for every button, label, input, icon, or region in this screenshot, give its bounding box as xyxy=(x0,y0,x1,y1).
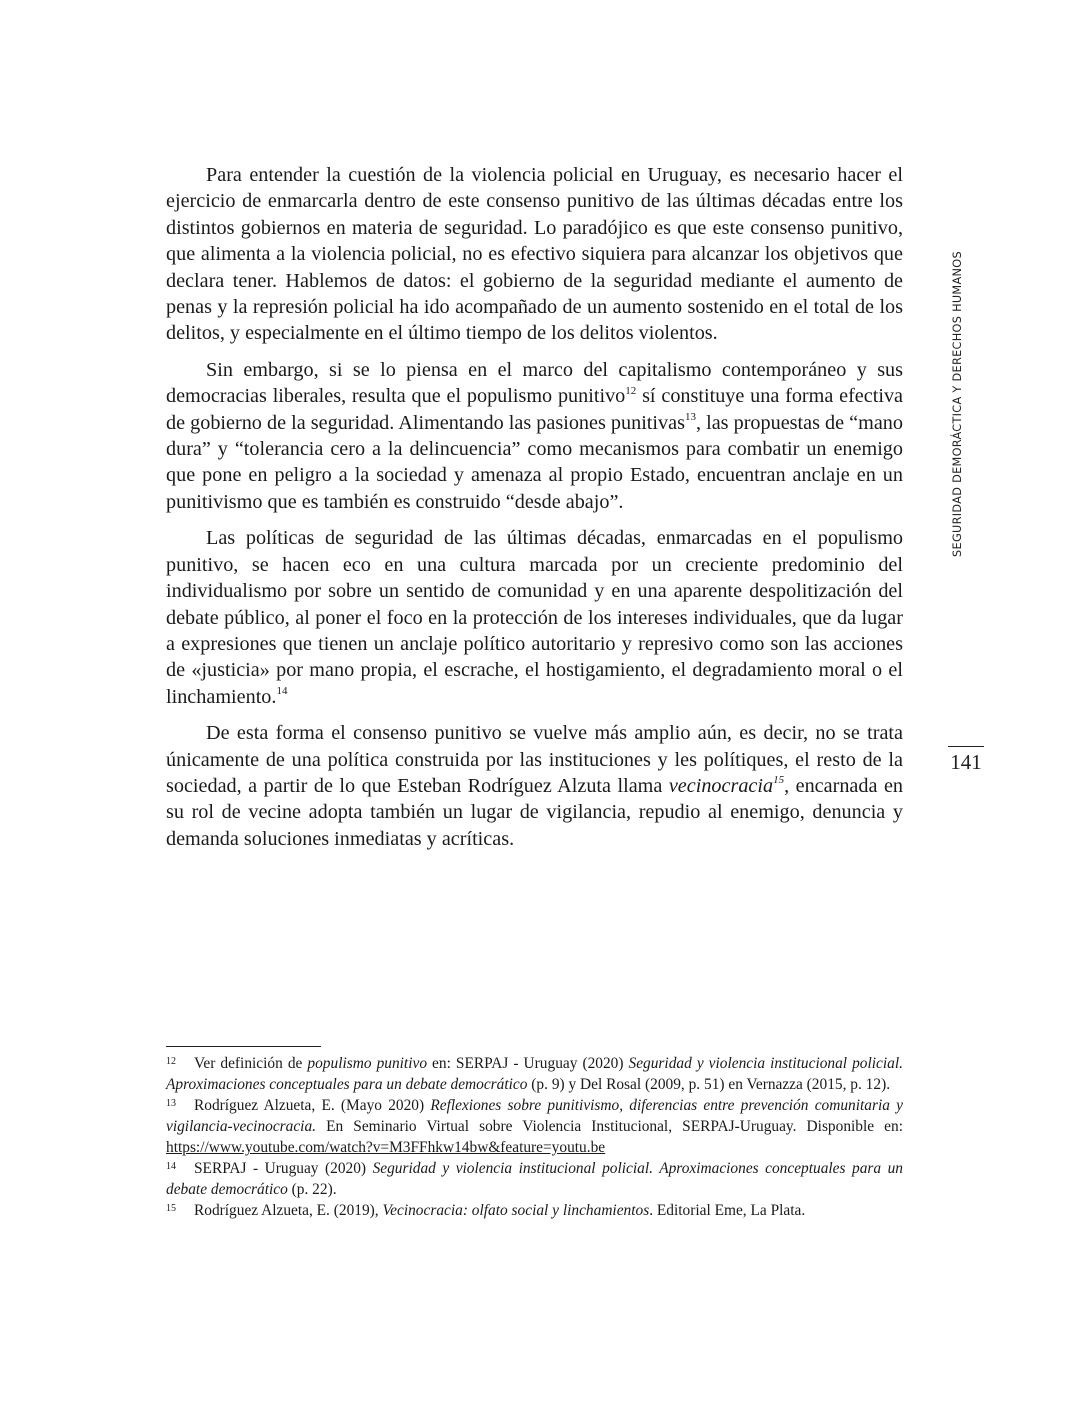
footnote-number: 14 xyxy=(166,1161,176,1172)
footnote-13 xyxy=(166,1095,903,1158)
paragraph-2-text-a: Sin embargo, si se lo piensa en el marco del capitalismo contemporáneo y sus democracias liberales, resulta que el populismo punitivo xyxy=(166,358,903,408)
paragraph-3 xyxy=(166,525,903,710)
paragraph-4 xyxy=(166,720,903,852)
paragraph-3-text: Las políticas de seguridad de las últimas décadas, enmarcadas en el populismo punitivo, se hacen eco en una cultura marcada por un creciente predominio del individualismo por sobre un sentido de comunidad y en una aparente despolitización del debate público, al poner el foco en la protección de los intereses individuales, que da lugar a expresiones que tienen un anclaje político autoritario y represivo como son las acciones de «justicia» por mano propia, el escrache, el hostigamiento, el degradamiento moral o el linchamiento. xyxy=(166,527,903,708)
footnote-text: En Seminario Virtual sobre Violencia Institucional, SERPAJ-Uruguay. Disponible en: xyxy=(316,1118,903,1135)
paragraph-4-text-a: De esta forma el consenso punitivo se vuelve más amplio aún, es decir, no se trata únicamente de una política construida por las instituciones y les polítiques, el resto de la sociedad, a partir de lo que Esteban Rodríguez Alzuta llama xyxy=(166,722,903,797)
footnote-number: 12 xyxy=(166,1056,176,1067)
footnote-12 xyxy=(166,1053,903,1095)
footnote-text: en: SERPAJ - Uruguay (2020) xyxy=(427,1055,629,1072)
footnote-text: Rodríguez Alzueta, E. (2019), xyxy=(194,1202,383,1219)
footnote-separator xyxy=(166,1046,321,1047)
footnote-ref-14[interactable]: 14 xyxy=(276,684,288,697)
body-text xyxy=(166,162,903,862)
footnote-italic: Seguridad y violencia institucional policial. Aproximaciones conceptuales para un debate democrático xyxy=(166,1055,903,1093)
paragraph-4-text-b: , encarnada en su rol de vecine adopta también un lugar de vigilancia, repudio al enemigo, denuncia y demanda soluciones inmediatas y acríticas. xyxy=(166,774,903,850)
footnote-ref-13[interactable]: 13 xyxy=(684,410,696,423)
footnote-text: Ver definición de xyxy=(194,1055,308,1072)
footnote-italic: Seguridad y violencia institucional policial. Aproximaciones conceptuales para un debate democrático xyxy=(166,1160,903,1198)
paragraph-4-italic: vecinocracia xyxy=(668,774,774,797)
footnote-number: 13 xyxy=(166,1098,176,1109)
footnote-15 xyxy=(166,1200,903,1221)
running-title: SEGURIDAD DEMORÁCTICA Y DERECHOS HUMANOS xyxy=(951,251,964,557)
footnote-italic: Reflexiones sobre punitivismo, diferencias entre prevención comunitaria y vigilancia-vecinocracia. xyxy=(166,1097,904,1135)
footnote-text: . Editorial Eme, La Plata. xyxy=(649,1202,806,1219)
footnotes xyxy=(166,1053,903,1221)
footnote-14 xyxy=(166,1158,903,1200)
footnote-text: (p. 22). xyxy=(287,1181,337,1198)
footnote-italic: Vecinocracia: olfato social y linchamientos xyxy=(382,1202,650,1219)
footnote-number: 15 xyxy=(166,1203,176,1214)
page-number: 141 xyxy=(950,750,982,774)
footnote-italic: populismo punitivo xyxy=(307,1055,428,1072)
footnote-ref-15[interactable]: 15 xyxy=(773,774,785,787)
paragraph-1 xyxy=(166,162,903,347)
footnote-ref-12[interactable]: 12 xyxy=(625,384,637,397)
footnote-text: (p. 9) y Del Rosal (2009, p. 51) en Vernazza (2015, p. 12). xyxy=(527,1076,891,1093)
paragraph-2 xyxy=(166,357,903,515)
footnote-text: SERPAJ - Uruguay (2020) xyxy=(194,1160,373,1177)
page-number-rule xyxy=(948,746,984,747)
youtube-link[interactable]: https://www.youtube.com/watch?v=M3FFhkw14bw&feature=youtu.be xyxy=(166,1139,606,1156)
paragraph-2-text-c: , las propuestas de “mano dura” y “tolerancia cero a la delincuencia” como mecanismos para combatir un enemigo que pone en peligro a la sociedad y amenaza al propio Estado, encuentran anclaje en un punitivismo que es también es construido “desde abajo”. xyxy=(166,411,903,513)
paragraph-1-text: Para entender la cuestión de la violencia policial en Uruguay, es necesario hacer el ejercicio de enmarcarla dentro de este consenso punitivo de las últimas décadas entre los distintos gobiernos en materia de seguridad. Lo paradójico es que este consenso punitivo, que alimenta a la violencia policial, no es efectivo siquiera para alcanzar los objetivos que declara tener. Hablemos de datos: el gobierno de la seguridad mediante el aumento de penas y la represión policial ha ido acompañado de un aumento sostenido en el total de los delitos, y especialmente en el último tiempo de los delitos violentos. xyxy=(166,164,903,345)
footnote-text: Rodríguez Alzueta, E. (Mayo 2020) xyxy=(194,1097,431,1114)
paragraph-2-text-b: sí constituye una forma efectiva de gobierno de la seguridad. Alimentando las pasiones punitivas xyxy=(166,385,904,434)
